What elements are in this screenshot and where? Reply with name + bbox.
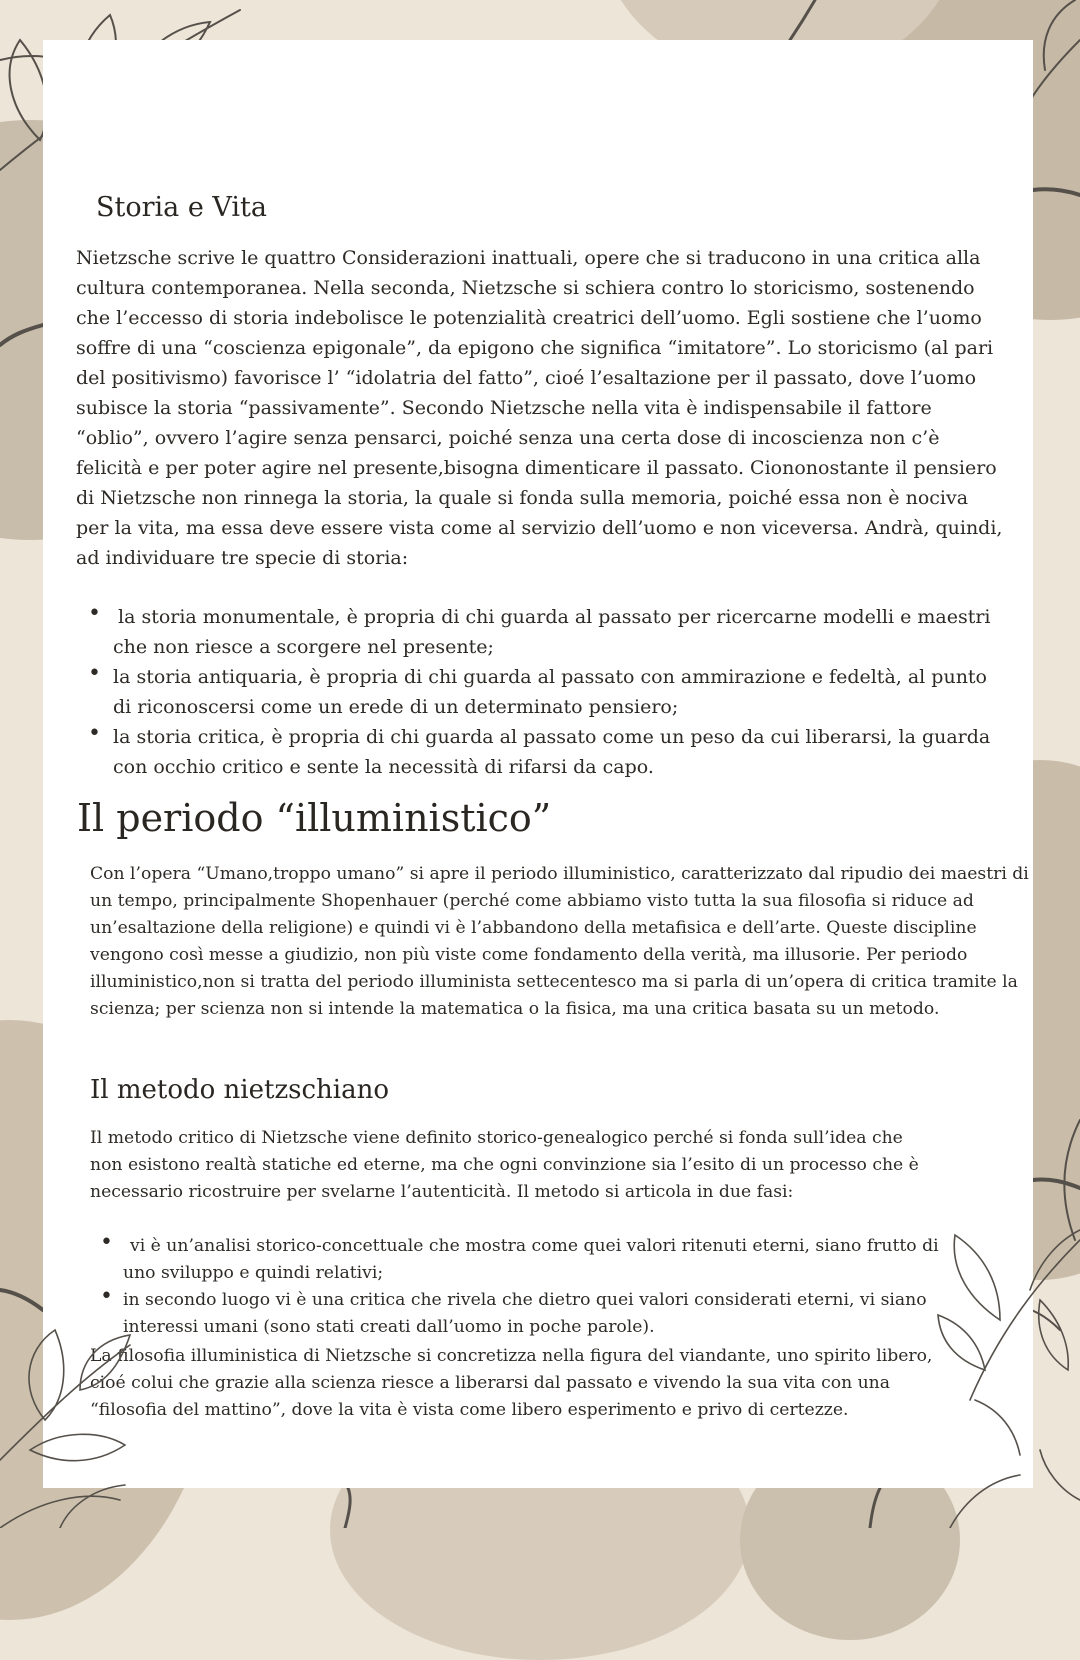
list-storia-types [88, 602, 1008, 782]
paragraph-viandante: La filosofia illuministica di Nietzsche si concretizza nella figura del viandante, uno spirito libero, cioé colui che grazie alla scienza riesce a liberarsi dal passato e vivendo la sua vita con una “filosofia del mattino”, dove la vita è vista come libero esperimento e privo di certezze. [90, 1346, 933, 1420]
paragraph-periodo-illuministico: Con l’opera “Umano,troppo umano” si apre il periodo illuministico, caratterizzato dal ripudio dei maestri di un tempo, principalmente Shopenhauer (perché come abbiamo visto tutta la sua filosofia si riduce ad un’esaltazione della religione) e quindi vi è l’abbandono della metafisica e dell’arte. Queste discipline vengono così messe a giudizio, non più viste come fondamento della verità, ma illusorie. Per periodo illuministico,non si tratta del periodo illuminista settecentesco ma si parla di un’opera di critica tramite la scienza; per scienza non si intende la matematica o la fisica, ma una critica basata su un metodo. [90, 864, 1029, 1019]
list-item: • vi è un’analisi storico-concettuale che mostra come quei valori ritenuti eterni, siano frutto di uno sviluppo e quindi relativi; [100, 1230, 939, 1283]
section-title-periodo-illuministico: Il periodo “illuministico” [77, 796, 552, 840]
list-item: • la storia critica, è propria di chi guarda al passato come un peso da cui liberarsi, la guarda con occhio critico e sente la necessità di rifarsi da capo. [88, 721, 991, 778]
list-item: • la storia monumentale, è propria di chi guarda al passato per ricercarne modelli e maestri che non riesce a scorgere nel presente; [88, 601, 991, 658]
bullet-icon: • [88, 721, 101, 746]
bullet-icon: • [88, 601, 101, 626]
bullet-icon: • [100, 1230, 113, 1255]
list-item: • la storia antiquaria, è propria di chi guarda al passato con ammirazione e fedeltà, al punto di riconoscersi come un erede di un determinato pensiero; [88, 661, 987, 718]
list-method-phases [100, 1230, 945, 1341]
section-title-storia-e-vita: Storia e Vita [96, 192, 267, 223]
list-item: • in secondo luogo vi è una critica che rivela che dietro quei valori considerati eterni, vi siano interessi umani (sono stati creati dall’uomo in poche parole). [100, 1284, 927, 1337]
section-title-metodo: Il metodo nietzschiano [90, 1075, 390, 1105]
bullet-icon: • [100, 1284, 113, 1309]
bullet-icon: • [88, 661, 101, 686]
paragraph-metodo: Il metodo critico di Nietzsche viene definito storico-genealogico perché si fonda sull’idea che non esistono realtà statiche ed eterne, ma che ogni convinzione sia l’esito di un processo che è necessario ricostruire per svelarne l’autenticità. Il metodo si articola in due fasi: [90, 1128, 919, 1202]
paragraph-storia-e-vita: Nietzsche scrive le quattro Considerazioni inattuali, opere che si traducono in una critica alla cultura contemporanea. Nella seconda, Nietzsche si schiera contro lo storicismo, sostenendo che l’eccesso di storia indebolisce le potenzialità creatrici dell’uomo. Egli sostiene che l’uomo soffre di una “coscienza epigonale”, da epigono che significa “imitatore”. Lo storicismo (al pari del positivismo) favorisce l’ “idolatria del fatto”, cioé l’esaltazione per il passato, dove l’uomo subisce la storia “passivamente”. Secondo Nietzsche nella vita è indispensabile il fattore “oblio”, ovvero l’agire senza pensarci, poiché senza una certa dose di incoscienza non c’è felicità e per poter agire nel presente,bisogna dimenticare il passato. Ciononostante il pensiero di Nietzsche non rinnega la storia, la quale si fonda sulla memoria, poiché essa non è nociva per la vita, ma essa deve essere vista come al servizio dell’uomo e non viceversa. Andrà, quindi, ad individuare tre specie di storia: [76, 247, 1003, 569]
